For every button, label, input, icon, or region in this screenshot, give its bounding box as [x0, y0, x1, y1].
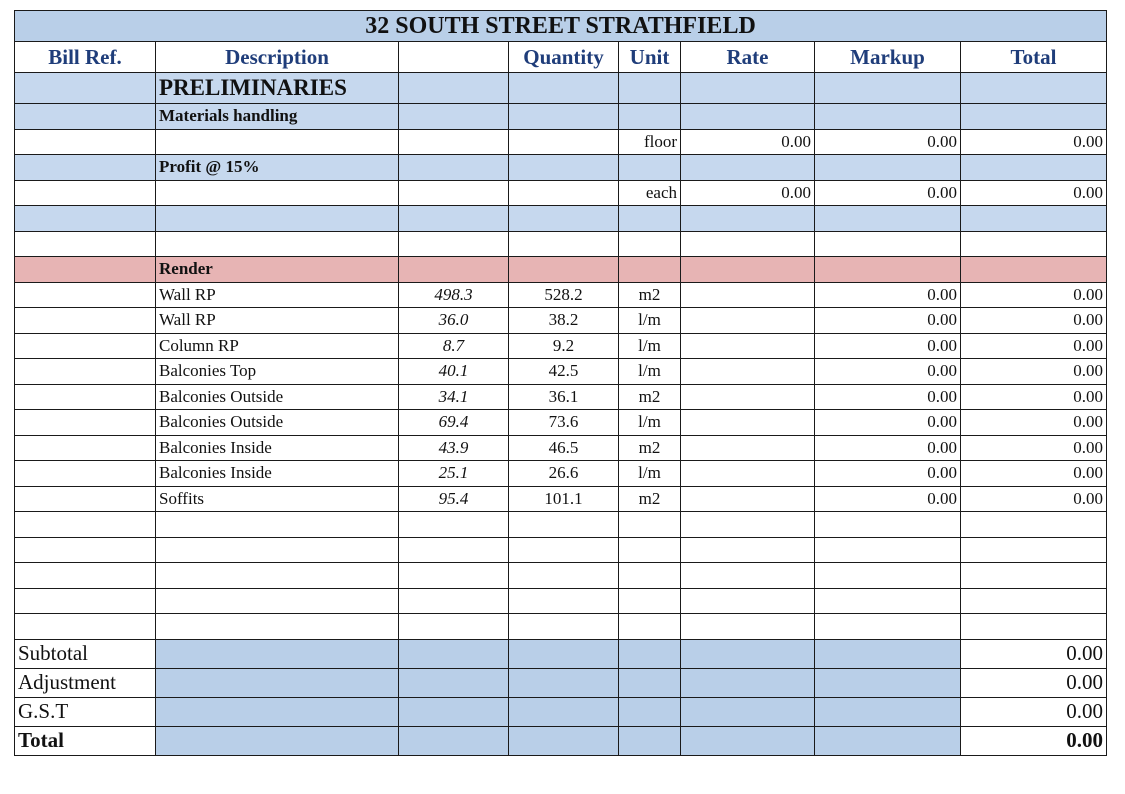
bill-ref-cell[interactable]	[15, 384, 156, 410]
markup-cell[interactable]: 0.00	[815, 333, 961, 359]
quantity-cell[interactable]: 528.2	[509, 282, 619, 308]
quantity-cell[interactable]: 42.5	[509, 359, 619, 385]
unit-cell[interactable]: l/m	[619, 461, 681, 487]
table-row	[15, 461, 1107, 487]
header-description: Description	[156, 42, 399, 73]
footer-label-subtotal: Subtotal	[15, 639, 156, 668]
title-row	[15, 11, 1107, 42]
rate-cell[interactable]	[681, 461, 815, 487]
footer-row-gst	[15, 697, 1107, 726]
total-cell[interactable]: 0.00	[961, 486, 1107, 512]
bill-ref-cell[interactable]	[15, 282, 156, 308]
bill-ref-cell[interactable]	[15, 435, 156, 461]
description-cell[interactable]: Soffits	[156, 486, 399, 512]
subsection-row-materials	[15, 104, 1107, 130]
unit-cell[interactable]: l/m	[619, 410, 681, 436]
footer-value-gst: 0.00	[961, 697, 1107, 726]
footer-label-total: Total	[15, 726, 156, 755]
total-cell[interactable]: 0.00	[961, 384, 1107, 410]
rate-cell[interactable]	[681, 486, 815, 512]
unit-cell[interactable]: l/m	[619, 308, 681, 334]
description-cell[interactable]: Balconies Top	[156, 359, 399, 385]
table-row	[15, 486, 1107, 512]
quantity-cell[interactable]: 38.2	[509, 308, 619, 334]
bill-ref-cell[interactable]	[15, 461, 156, 487]
total-cell[interactable]: 0.00	[961, 282, 1107, 308]
quantity-cell[interactable]: 26.6	[509, 461, 619, 487]
rate-cell[interactable]: 0.00	[681, 129, 815, 155]
bill-ref-cell[interactable]	[15, 410, 156, 436]
header-rate: Rate	[681, 42, 815, 73]
description-cell[interactable]: Wall RP	[156, 282, 399, 308]
net-quantity-cell[interactable]: 36.0	[399, 308, 509, 334]
empty-row	[15, 537, 1107, 563]
quantity-cell[interactable]: 36.1	[509, 384, 619, 410]
table-row	[15, 129, 1107, 155]
bill-ref-cell[interactable]	[15, 333, 156, 359]
empty-row	[15, 512, 1107, 538]
total-cell[interactable]: 0.00	[961, 435, 1107, 461]
markup-cell[interactable]: 0.00	[815, 129, 961, 155]
markup-cell[interactable]: 0.00	[815, 282, 961, 308]
footer-value-subtotal: 0.00	[961, 639, 1107, 668]
description-cell[interactable]: Wall RP	[156, 308, 399, 334]
header-markup: Markup	[815, 42, 961, 73]
quantity-cell[interactable]: 101.1	[509, 486, 619, 512]
quantity-cell[interactable]: 73.6	[509, 410, 619, 436]
spacer-row	[15, 231, 1107, 257]
table-row	[15, 359, 1107, 385]
total-cell[interactable]: 0.00	[961, 180, 1107, 206]
total-cell[interactable]: 0.00	[961, 308, 1107, 334]
section-title-preliminaries: PRELIMINARIES	[156, 73, 399, 104]
spacer-row	[15, 206, 1107, 232]
rate-cell[interactable]: 0.00	[681, 180, 815, 206]
total-cell[interactable]: 0.00	[961, 129, 1107, 155]
rate-cell[interactable]	[681, 282, 815, 308]
footer-label-adjustment: Adjustment	[15, 668, 156, 697]
render-items	[15, 282, 1107, 512]
unit-cell[interactable]: m2	[619, 435, 681, 461]
empty-row	[15, 614, 1107, 640]
section-row-preliminaries	[15, 73, 1107, 104]
header-blank	[399, 42, 509, 73]
markup-cell[interactable]: 0.00	[815, 359, 961, 385]
table-row	[15, 435, 1107, 461]
header-quantity: Quantity	[509, 42, 619, 73]
bill-ref-cell[interactable]	[15, 359, 156, 385]
markup-cell[interactable]: 0.00	[815, 384, 961, 410]
header-bill-ref: Bill Ref.	[15, 42, 156, 73]
rate-cell[interactable]	[681, 308, 815, 334]
sheet-title: 32 SOUTH STREET STRATHFIELD	[15, 11, 1107, 42]
footer-label-gst: G.S.T	[15, 697, 156, 726]
rate-cell[interactable]	[681, 435, 815, 461]
unit-cell[interactable]: m2	[619, 282, 681, 308]
unit-cell[interactable]: l/m	[619, 333, 681, 359]
rate-cell[interactable]	[681, 359, 815, 385]
quantity-cell[interactable]: 9.2	[509, 333, 619, 359]
description-cell[interactable]: Balconies Inside	[156, 461, 399, 487]
empty-row	[15, 588, 1107, 614]
table-row	[15, 384, 1107, 410]
markup-cell[interactable]: 0.00	[815, 308, 961, 334]
table-row	[15, 282, 1107, 308]
rate-cell[interactable]	[681, 333, 815, 359]
net-quantity-cell[interactable]: 95.4	[399, 486, 509, 512]
rate-cell[interactable]	[681, 384, 815, 410]
table-row	[15, 180, 1107, 206]
footer-row-subtotal	[15, 639, 1107, 668]
net-quantity-cell[interactable]: 498.3	[399, 282, 509, 308]
markup-cell[interactable]: 0.00	[815, 410, 961, 436]
subsection-row-profit	[15, 155, 1107, 181]
markup-cell[interactable]: 0.00	[815, 461, 961, 487]
net-quantity-cell[interactable]: 34.1	[399, 384, 509, 410]
subsection-title-materials: Materials handling	[156, 104, 399, 130]
unit-cell[interactable]: m2	[619, 384, 681, 410]
footer-value-total: 0.00	[961, 726, 1107, 755]
footer-row-total	[15, 726, 1107, 755]
net-quantity-cell[interactable]: 8.7	[399, 333, 509, 359]
markup-cell[interactable]: 0.00	[815, 180, 961, 206]
estimate-table	[14, 10, 1107, 756]
total-cell[interactable]: 0.00	[961, 333, 1107, 359]
total-cell[interactable]: 0.00	[961, 461, 1107, 487]
net-quantity-cell[interactable]: 25.1	[399, 461, 509, 487]
section-title-render: Render	[156, 257, 399, 283]
unit-cell[interactable]: floor	[619, 129, 681, 155]
markup-cell[interactable]: 0.00	[815, 486, 961, 512]
table-row	[15, 333, 1107, 359]
net-quantity-cell[interactable]: 43.9	[399, 435, 509, 461]
table-row	[15, 410, 1107, 436]
footer-value-adjustment: 0.00	[961, 668, 1107, 697]
subsection-title-profit: Profit @ 15%	[156, 155, 399, 181]
bill-ref-cell[interactable]	[15, 486, 156, 512]
section-row-render	[15, 257, 1107, 283]
empty-row	[15, 563, 1107, 589]
description-cell[interactable]: Balconies Outside	[156, 410, 399, 436]
total-cell[interactable]: 0.00	[961, 410, 1107, 436]
total-cell[interactable]: 0.00	[961, 359, 1107, 385]
estimate-sheet	[14, 10, 1107, 756]
description-cell[interactable]: Balconies Inside	[156, 435, 399, 461]
net-quantity-cell[interactable]: 69.4	[399, 410, 509, 436]
table-row	[15, 308, 1107, 334]
footer-row-adjustment	[15, 668, 1107, 697]
header-unit: Unit	[619, 42, 681, 73]
bill-ref-cell[interactable]	[15, 308, 156, 334]
description-cell[interactable]: Balconies Outside	[156, 384, 399, 410]
net-quantity-cell[interactable]: 40.1	[399, 359, 509, 385]
quantity-cell[interactable]: 46.5	[509, 435, 619, 461]
unit-cell[interactable]: each	[619, 180, 681, 206]
header-row	[15, 42, 1107, 73]
unit-cell[interactable]: l/m	[619, 359, 681, 385]
header-total: Total	[961, 42, 1107, 73]
markup-cell[interactable]: 0.00	[815, 435, 961, 461]
description-cell[interactable]: Column RP	[156, 333, 399, 359]
rate-cell[interactable]	[681, 410, 815, 436]
unit-cell[interactable]: m2	[619, 486, 681, 512]
